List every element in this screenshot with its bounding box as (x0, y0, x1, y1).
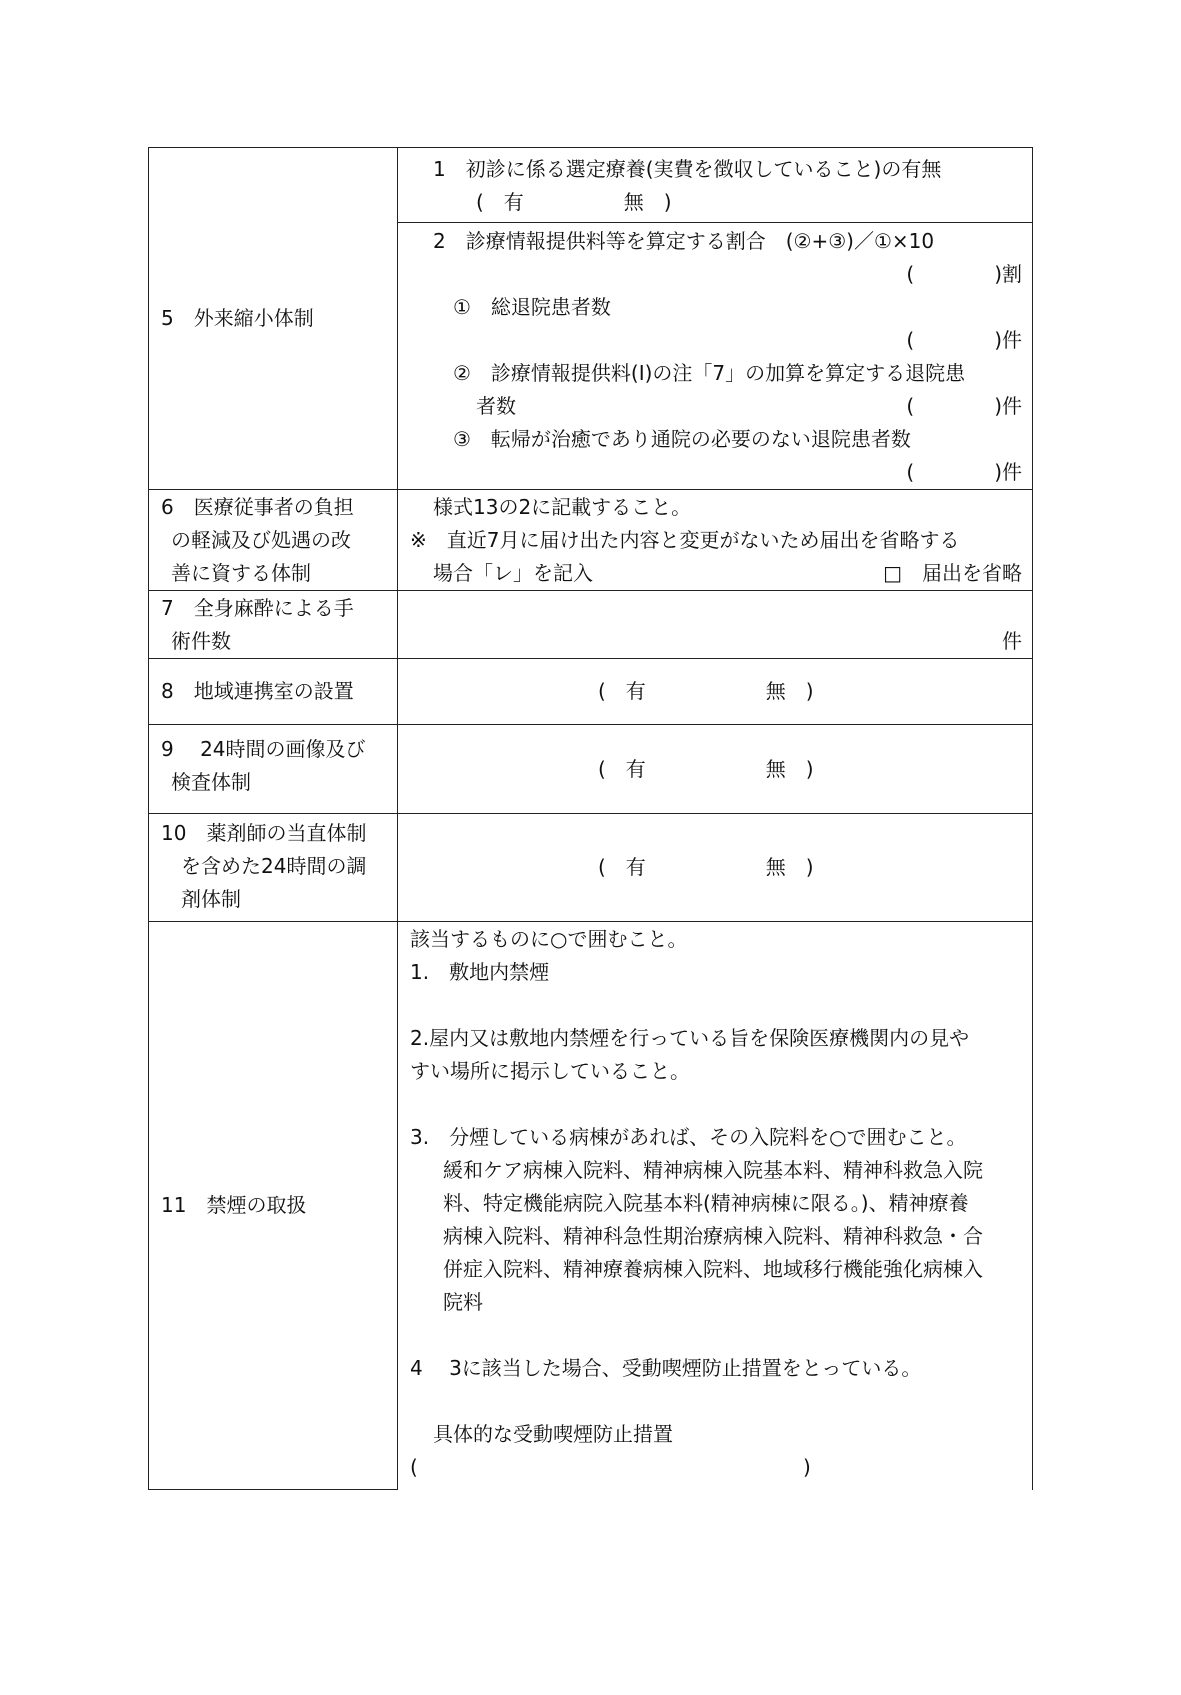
row6-label-line2: の軽減及び処遇の改 (171, 528, 351, 552)
row6-label-cell (149, 490, 398, 591)
row9-label-cell (149, 725, 398, 814)
row11-item4[interactable]: 4 3に該当した場合、受動喫煙防止措置をとっている。 (410, 1356, 922, 1380)
row11-item3-line1: 緩和ケア病棟入院料、精神病棟入院基本料、精神科救急入院 (443, 1158, 983, 1182)
row5-sub2-unit[interactable]: ( )件 (906, 394, 1022, 418)
row10-label-line3: 剤体制 (181, 887, 241, 911)
row10-label-cell (149, 814, 398, 922)
row9-label-line1: 9 24時間の画像及び (161, 737, 366, 761)
row7-label-line1: 7 全身麻酔による手 (161, 596, 354, 620)
row11-item3-line2: 料、特定機能病院入院基本料(精神病棟に限る。)、精神療養 (443, 1191, 969, 1215)
row6-content-cell (398, 490, 1033, 591)
row10-label-line1: 10 薬剤師の当直体制 (161, 821, 367, 845)
row5-sub3: ③ 転帰が治癒であり通院の必要のない退院患者数 (453, 427, 911, 451)
row8-content-cell (398, 659, 1033, 725)
row11-intro: 該当するものに○で囲むこと。 (410, 927, 688, 951)
row10-label-line2: を含めた24時間の調 (181, 854, 367, 878)
row10-content-cell (398, 814, 1033, 922)
row11-item1[interactable]: 1. 敷地内禁煙 (410, 960, 550, 984)
row11-label: 11 禁煙の取扱 (161, 1193, 307, 1217)
row5-sub2-line2: 者数 (476, 394, 516, 418)
row5-sub1-unit[interactable]: ( )件 (906, 328, 1022, 352)
row9-label-line2: 検査体制 (171, 770, 251, 794)
row11-item3-line3: 病棟入院料、精神科急性期治療病棟入院料、精神科救急・合 (443, 1224, 983, 1248)
row11-item3-line5: 院料 (443, 1290, 483, 1314)
row8-label: 8 地域連携室の設置 (161, 679, 354, 703)
row5-item2-cell (398, 223, 1033, 490)
row5-sub1: ① 総退院患者数 (453, 295, 611, 319)
row11-measure-input[interactable] (398, 1451, 1032, 1484)
row8-choice[interactable]: ( 有 無 ) (598, 679, 814, 703)
row5-label-cell (149, 148, 398, 490)
row5-item2-unit[interactable]: ( )割 (906, 262, 1022, 286)
row7-content-cell (398, 591, 1033, 659)
row11-content-cell (398, 922, 1033, 1490)
row9-choice[interactable]: ( 有 無 ) (598, 756, 814, 781)
row6-label-line1: 6 医療従事者の負担 (161, 495, 354, 519)
row10-choice[interactable]: ( 有 無 ) (598, 855, 814, 879)
facility-form-table (148, 147, 1033, 1490)
row11-measure-title: 具体的な受動喫煙防止措置 (433, 1422, 673, 1446)
row6-line3: 場合「レ」を記入 (433, 561, 593, 585)
row11-item3-line4: 併症入院料、精神療養病棟入院料、地域移行機能強化病棟入 (443, 1257, 983, 1281)
row7-label-cell (149, 591, 398, 659)
row5-item2-title: 2 診療情報提供料等を算定する割合 (②+③)／①×10 (433, 229, 935, 253)
row5-sub2-line1: ② 診療情報提供料(Ⅰ)の注「7」の加算を算定する退院患 (453, 361, 966, 385)
row5-item1-choice[interactable]: ( 有 無 ) (476, 190, 672, 214)
row6-label-line3: 善に資する体制 (171, 561, 311, 585)
row7-label-line2: 術件数 (171, 629, 231, 653)
row5-item1-cell (398, 148, 1033, 223)
row11-item2-line2: すい場所に掲示していること。 (410, 1059, 690, 1083)
row6-omit-checkbox[interactable]: □ 届出を省略 (883, 561, 1022, 585)
row5-label: 5 外来縮小体制 (161, 306, 314, 330)
measure-close-paren: ) (803, 1455, 811, 1479)
row5-sub3-unit[interactable]: ( )件 (906, 460, 1022, 484)
row6-line1: 様式13の2に記載すること。 (433, 495, 692, 519)
row11-item2-line1[interactable]: 2.屋内又は敷地内禁煙を行っている旨を保険医療機関内の見や (410, 1026, 970, 1050)
row8-label-cell (149, 659, 398, 725)
row6-line2: ※ 直近7月に届け出た内容と変更がないため届出を省略する (410, 528, 960, 552)
row7-unit[interactable]: 件 (1002, 629, 1022, 653)
row5-item1-title: 1 初診に係る選定療養(実費を徴収していること)の有無 (433, 157, 942, 181)
row11-label-cell (149, 922, 398, 1490)
row9-content-cell (398, 725, 1033, 814)
measure-open-paren: ( (410, 1455, 418, 1479)
row11-item3-title[interactable]: 3. 分煙している病棟があれば、その入院料を○で囲むこと。 (410, 1125, 967, 1149)
